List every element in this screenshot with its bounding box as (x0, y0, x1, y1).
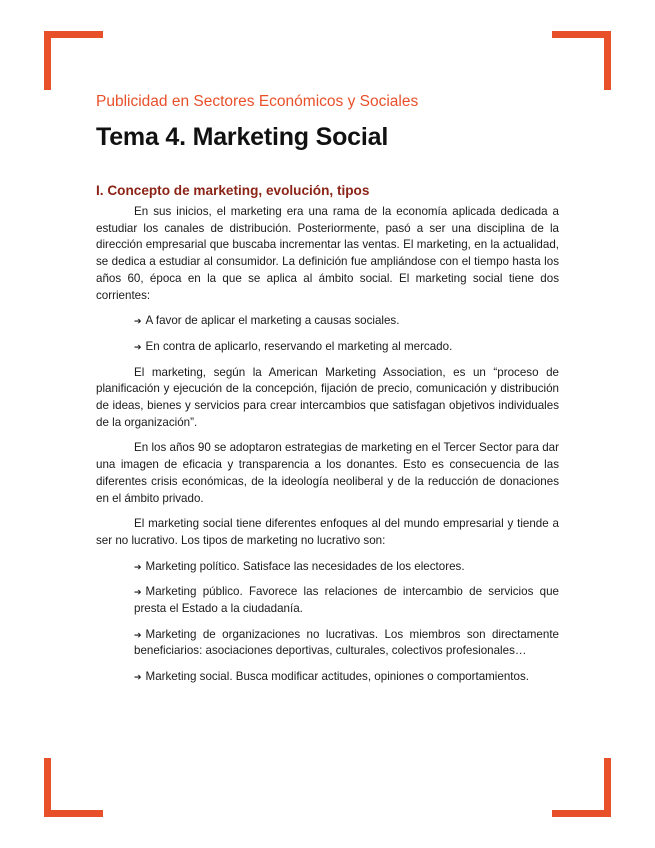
list-item-text: Marketing público. Favorece las relaciones de intercambio de servicios que presta el Estado a la ciudadanía. (134, 585, 559, 616)
list-item (134, 627, 559, 660)
arrow-right-icon: ➔ (134, 341, 142, 352)
section-heading: I. Concepto de marketing, evolución, tipos (96, 183, 370, 198)
list-item (134, 559, 559, 576)
arrow-right-icon: ➔ (134, 316, 142, 327)
page-title: Tema 4. Marketing Social (96, 123, 389, 151)
corner-mark-bottom-right (552, 758, 611, 817)
corner-mark-top-right (552, 31, 611, 90)
list-item-text: En contra de aplicarlo, reservando el marketing al mercado. (145, 339, 453, 353)
paragraph: El marketing social tiene diferentes enfoques al del mundo empresarial y tiende a ser no lucrativo. Los tipos de marketing no lucrativo son: (96, 517, 559, 547)
list-item-text: Marketing social. Busca modificar actitudes, opiniones o comportamientos. (145, 670, 529, 684)
corner-mark-top-left (44, 31, 103, 90)
list-item (134, 313, 559, 330)
subject-title: Publicidad en Sectores Económicos y Sociales (96, 93, 419, 110)
corner-mark-bottom-left (44, 758, 103, 817)
list-item (134, 584, 559, 617)
arrow-right-icon: ➔ (134, 672, 142, 683)
list-item-text: A favor de aplicar el marketing a causas sociales. (145, 314, 400, 328)
arrow-right-icon: ➔ (134, 587, 142, 598)
list-item-text: Marketing político. Satisface las necesidades de los electores. (145, 559, 465, 573)
page-content (96, 92, 559, 695)
list-item (134, 669, 559, 686)
paragraph: En los años 90 se adoptaron estrategias de marketing en el Tercer Sector para dar una imagen de eficacia y transparencia a los donantes. Esto es consecuencia de las diferentes crisis económicas, de la ideología neoliberal y de la reducción de donaciones en el ámbito privado. (96, 441, 559, 505)
arrow-right-icon: ➔ (134, 629, 142, 640)
arrow-right-icon: ➔ (134, 561, 142, 572)
list-item-text: Marketing de organizaciones no lucrativas. Los miembros son directamente beneficiarios: asociaciones deportivas, culturales, colectivos profesionales… (134, 627, 559, 658)
paragraph: El marketing, según la American Marketing Association, es un “proceso de planificación y ejecución de la concepción, fijación de precio, comunicación y distribución de ideas, bienes y servicios para crear intercambios que satisfagan objetivos individuales de la organización”. (96, 365, 559, 429)
paragraph: En sus inicios, el marketing era una rama de la economía aplicada dedicada a estudiar los canales de distribución. Posteriormente, pasó a ser una disciplina de la dirección empresarial que buscaba incrementar las ventas. El marketing, en la actualidad, se dedica a estudiar al consumidor. La definición fue ampliándose con el tiempo hasta los años 60, época en la que se aplica al ámbito social. El marketing social tiene dos corrientes: (96, 205, 559, 302)
list-item (134, 339, 559, 356)
